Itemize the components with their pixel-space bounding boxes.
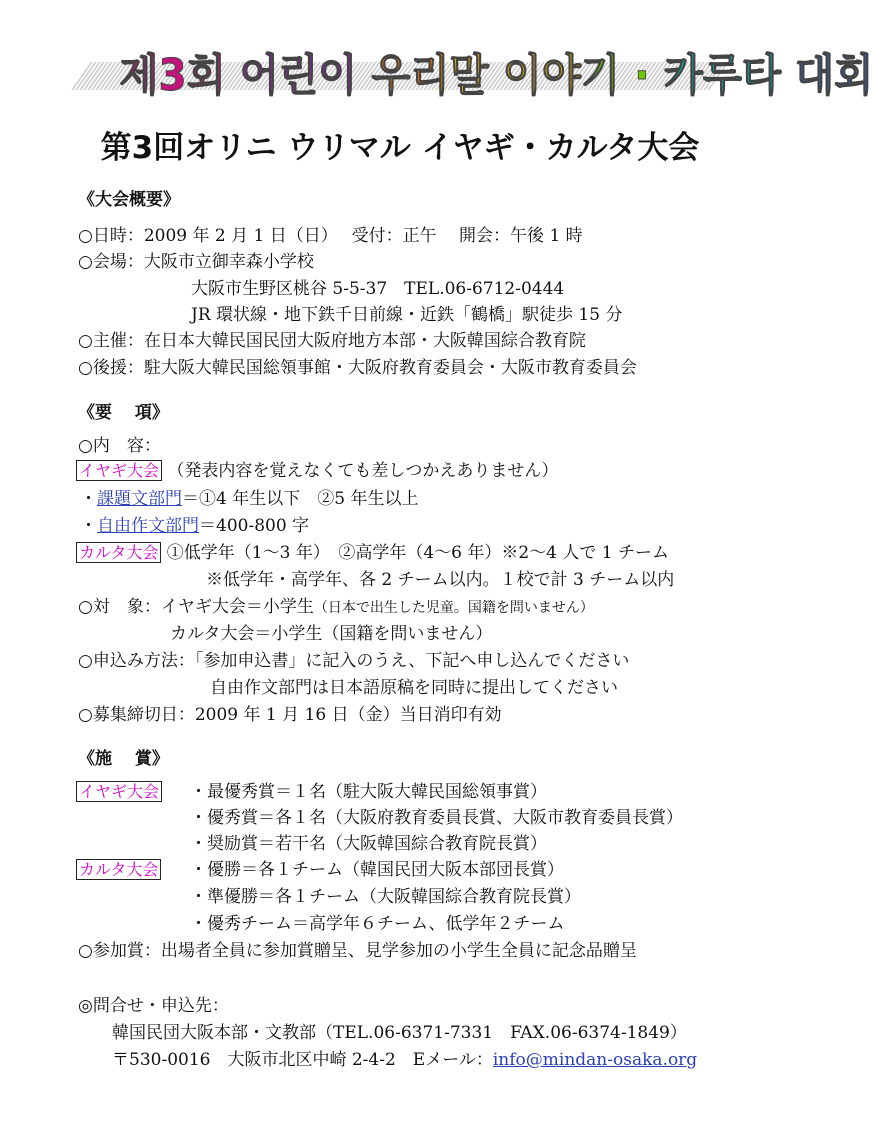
korean-title-text [119, 44, 873, 108]
award-runner-up: ・準優勝＝各１チーム（大阪韓国綜合教育院長賞） [190, 887, 581, 907]
award-winner: ・優勝＝各１チーム（韓国民団大阪本部団長賞） [190, 860, 564, 880]
banner-char: · [634, 50, 650, 101]
karuta-row [76, 543, 669, 563]
award-grand-prize: ・最優秀賞＝１名（駐大阪大韓民国総領事賞） [190, 782, 547, 802]
target-note: （日本で出生した児童。国籍を問いません） [313, 600, 594, 616]
banner-char: 야 [541, 50, 582, 101]
topic-bullet: ・ [80, 489, 97, 509]
awards-iyagi-badge: イヤギ大会 [76, 781, 162, 802]
banner-char [650, 50, 664, 101]
contact-email-link[interactable]: info@mindan-osaka.org [492, 1050, 698, 1070]
awards-iyagi-badge-wrap [76, 782, 162, 802]
banner-char: 회 [834, 50, 873, 101]
contact-org: 韓国民団大阪本部・文教部（TEL.06-6371-7331 FAX.06-6374-1849） [112, 1023, 687, 1043]
overview-support: ○後援：駐大阪大韓民国総領事館・大阪府教育委員会・大阪市教育委員会 [78, 358, 637, 378]
award-excellent-team: ・優秀チーム＝高学年６チーム、低学年２チーム [190, 914, 565, 934]
banner-char [489, 50, 503, 101]
page-title: 第3回オリニ ウリマル イヤギ・カルタ大会 [100, 130, 700, 166]
banner-char: 대 [795, 50, 835, 101]
banner-char: 3 [158, 50, 187, 101]
banner-char: 리 [410, 50, 450, 101]
overview-host: ○主催：在日本大韓民国民団大阪府地方本部・大阪韓国綜合教育院 [78, 331, 586, 351]
iyagi-note: （発表内容を覚えなくても差しつかえありません） [167, 461, 559, 481]
contact-address-row [112, 1050, 697, 1070]
target-row [78, 597, 594, 618]
award-excellence: ・優秀賞＝各１名（大阪府教育委員長賞、大阪市教育委員長賞） [190, 808, 683, 828]
apply-method: ○申込み方法：「参加申込書」に記入のうえ、下記へ申し込んでください [78, 651, 630, 671]
target-karuta: カルタ大会＝小学生（国籍を問いません） [170, 624, 493, 644]
karuta-note: ※低学年・高学年、各 2 チーム以内。１校で計 3 チーム以内 [206, 570, 675, 590]
section-heading-overview: 《大会概要》 [78, 190, 180, 210]
banner-char: 기 [581, 50, 621, 101]
banner-char: 루 [702, 50, 742, 101]
award-encouragement: ・奨励賞＝若干名（大阪韓国綜合教育院長賞） [190, 834, 547, 854]
overview-date: ○日時：2009 年 2 月 1 日（日） 受付：正午 開会：午後 1 時 [78, 226, 583, 246]
free-essay-detail: ＝400-800 字 [199, 516, 310, 536]
contact-heading: ◎問合せ・申込先： [78, 996, 229, 1016]
overview-venue: ○会場：大阪市立御幸森小学校 [78, 252, 314, 272]
banner-char: 제 [119, 50, 159, 101]
participation-award: ○参加賞：出場者全員に参加賞贈呈、見学参加の小学生全員に記念品贈呈 [78, 941, 637, 961]
contact-address: 〒530-0016 大阪市北区中崎 2-4-2 Eメール： [112, 1050, 493, 1070]
banner-char [781, 50, 795, 101]
topic-detail: ＝①4 年生以下 ②5 年生以上 [182, 489, 419, 509]
korean-title-banner [95, 44, 873, 114]
iyagi-row [76, 461, 558, 481]
awards-karuta-badge: カルタ大会 [76, 859, 161, 880]
target-iyagi: ○対 象：イヤギ大会＝小学生 [78, 597, 314, 617]
banner-char: 린 [279, 50, 319, 101]
free-bullet: ・ [80, 516, 97, 536]
banner-char [226, 50, 240, 101]
banner-char: 어 [239, 50, 280, 101]
banner-char: 회 [186, 50, 226, 101]
overview-address: 大阪市生野区桃谷 5-5-37 TEL.06-6712-0444 [191, 279, 565, 299]
karuta-desc: ①低学年（1～3 年） ②高学年（4～6 年）※2～4 人で 1 チーム [166, 543, 670, 563]
apply-note: 自由作文部門は日本語原稿を同時に提出してください [210, 678, 618, 698]
banner-char: 타 [741, 50, 782, 101]
banner-char [357, 50, 371, 101]
topic-row [80, 489, 418, 509]
iyagi-badge: イヤギ大会 [76, 460, 162, 481]
banner-char: 말 [449, 50, 489, 101]
free-essay-row [80, 516, 309, 536]
content-label: ○内 容： [78, 436, 161, 456]
section-heading-guidelines: 《要 項》 [78, 403, 169, 423]
banner-char: 카 [663, 50, 703, 101]
awards-karuta-badge-wrap [76, 860, 161, 880]
banner-char [620, 50, 634, 101]
topic-link[interactable]: 課題文部門 [97, 489, 182, 509]
overview-access: JR 環状線・地下鉄千日前線・近鉄「鶴橋」駅徒歩 15 分 [191, 305, 623, 325]
deadline: ○募集締切日：2009 年 1 月 16 日（金）当日消印有効 [78, 705, 502, 725]
free-essay-link[interactable]: 自由作文部門 [97, 516, 199, 536]
karuta-badge: カルタ大会 [76, 542, 161, 563]
banner-char: 이 [318, 50, 358, 101]
banner-char: 우 [371, 50, 411, 101]
banner-char: 이 [502, 50, 542, 101]
section-heading-awards: 《施 賞》 [78, 749, 169, 769]
